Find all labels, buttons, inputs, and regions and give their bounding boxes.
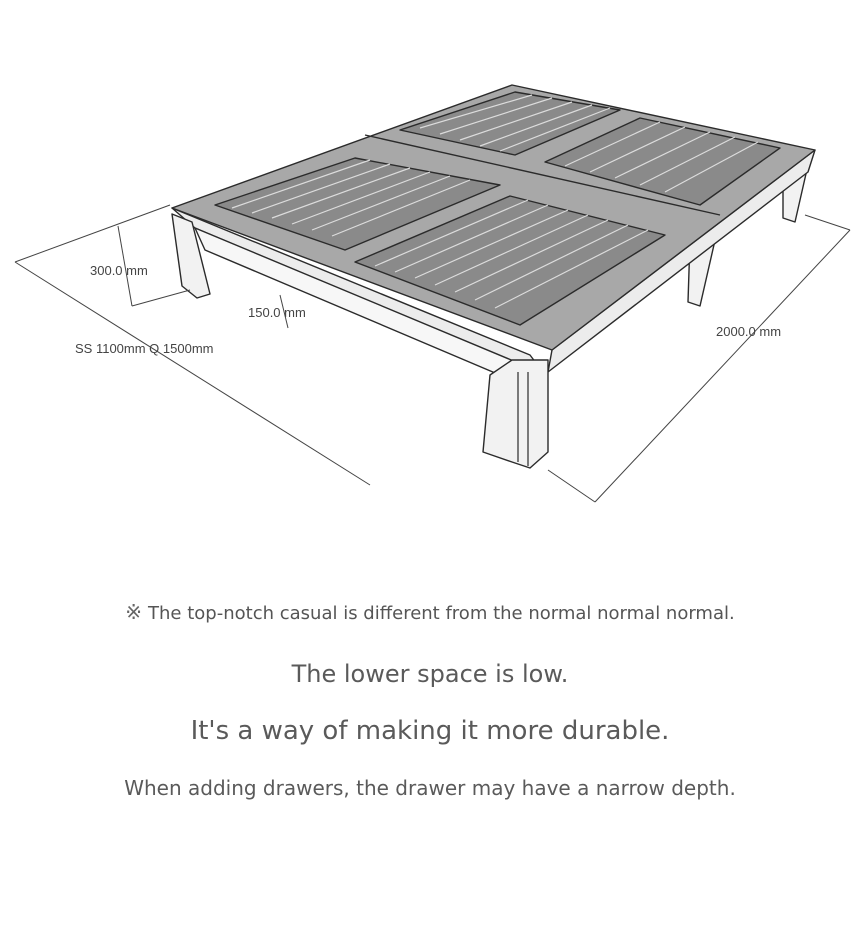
dim-inset-label: 150.0 mm xyxy=(248,305,306,320)
note-line-2: The lower space is low. xyxy=(291,660,569,688)
note-line-4: When adding drawers, the drawer may have a narrow depth. xyxy=(124,776,736,800)
dim-length-ext-top xyxy=(805,215,850,230)
note-line-1-text: The top-notch casual is different from the normal normal normal. xyxy=(148,603,735,624)
dim-width-label: SS 1100mm Q 1500mm xyxy=(75,341,214,356)
dim-height-ext xyxy=(132,290,190,306)
reference-mark-icon: ※ xyxy=(125,600,143,624)
note-line-3: It's a way of making it more durable. xyxy=(190,716,670,746)
dim-length-ext-bottom xyxy=(548,470,595,502)
note-line-1 xyxy=(0,600,860,624)
dim-length-label: 2000.0 mm xyxy=(716,324,782,339)
bed-frame-drawing xyxy=(172,85,815,468)
dim-width-ext-left xyxy=(15,205,170,262)
dim-height-label: 300.0 mm xyxy=(90,263,148,278)
leg-front-right xyxy=(483,360,548,468)
